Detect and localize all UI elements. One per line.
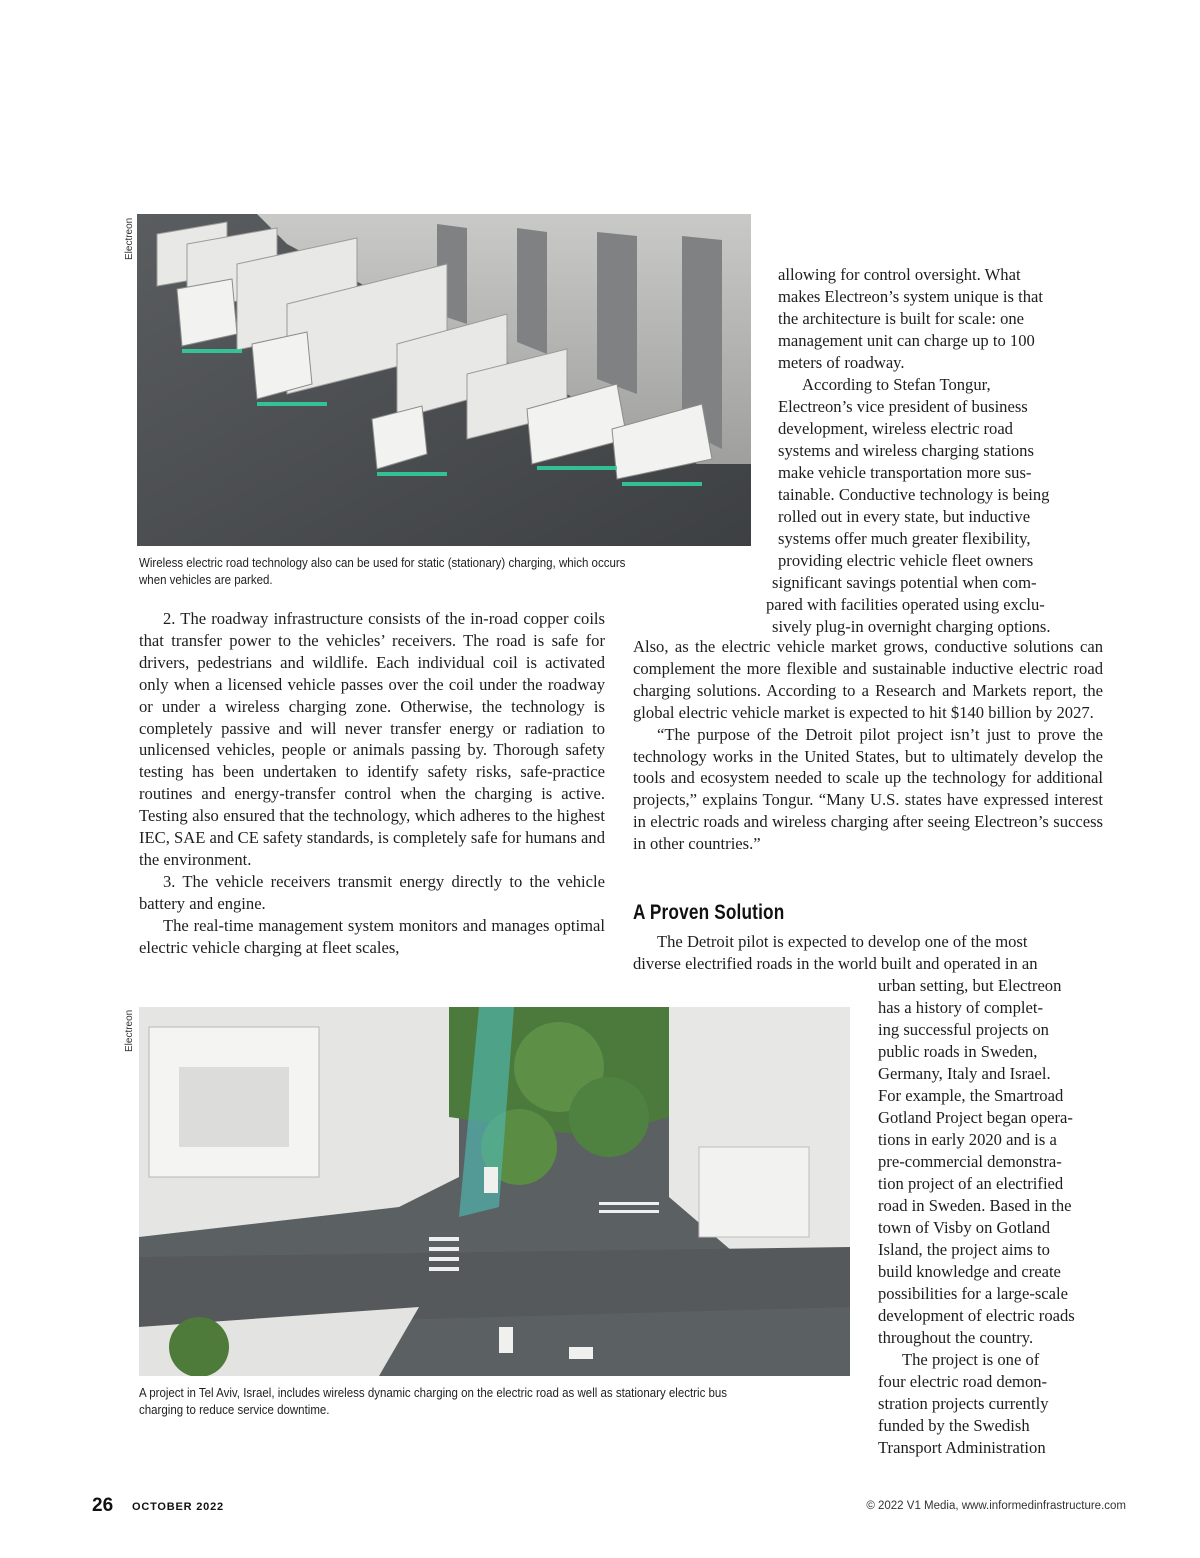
- text-line: urban setting, but Electreon: [878, 976, 1062, 995]
- text-line: make vehicle transportation more sus-: [778, 463, 1032, 482]
- text-line: ing successful projects on: [878, 1020, 1049, 1039]
- text-line: rolled out in every state, but inductive: [778, 507, 1031, 526]
- text-line: build knowledge and create: [878, 1262, 1061, 1281]
- text-line: sively plug-in overnight charging options.: [772, 617, 1051, 636]
- caption-line: when vehicles are parked.: [139, 573, 273, 587]
- text-line: tainable. Conductive technology is being: [778, 485, 1050, 504]
- text-line: Island, the project aims to: [878, 1240, 1050, 1259]
- text-line: development of electric roads: [878, 1306, 1075, 1325]
- text-line: The Detroit pilot is expected to develop one of the most: [657, 932, 1028, 951]
- text-line: Gotland Project began opera-: [878, 1108, 1073, 1127]
- aerial-road-illustration: [139, 1007, 850, 1376]
- section-heading: A Proven Solution: [633, 901, 785, 924]
- text-line: stration projects currently: [878, 1394, 1049, 1413]
- left-column: [139, 608, 605, 959]
- issue-date: OCTOBER 2022: [132, 1501, 224, 1513]
- photo-credit: Electreon: [124, 217, 135, 260]
- body-paragraph: Also, as the electric vehicle market grows, conductive solutions can complement the more flexible and sustainable inductive electric road charging solutions. According to a Research and Markets report, the global electric vehicle market is expected to hit $140 billion by 2027.: [633, 637, 1103, 722]
- page-number: 26: [92, 1495, 114, 1516]
- text-line: road in Sweden. Based in the: [878, 1196, 1072, 1215]
- text-line: allowing for control oversight. What: [778, 265, 1021, 284]
- text-line: development, wireless electric road: [778, 419, 1013, 438]
- aerial-road-photo: [139, 1007, 850, 1376]
- text-line: possibilities for a large-scale: [878, 1284, 1069, 1303]
- body-paragraph: 3. The vehicle receivers transmit energy directly to the vehicle battery and engine.: [139, 871, 605, 913]
- right-middle-column: [633, 636, 1103, 855]
- caption-line: charging to reduce service downtime.: [139, 1403, 330, 1417]
- text-line: systems offer much greater flexibility,: [778, 529, 1031, 548]
- trucks-photo: [137, 214, 751, 546]
- text-line: management unit can charge up to 100: [778, 331, 1035, 350]
- text-line: the architecture is built for scale: one: [778, 309, 1025, 328]
- body-paragraph: 2. The roadway infrastructure consists of the in-road copper coils that transfer power to the vehicles’ receivers. The road is safe for drivers, pedestrians and wildlife. Each individual coil is activated only when a licensed vehicle passes over the coil under the roadway or under a wireless charging zone. Otherwise, the technology is completely passive and will never transfer energy or radiation to unlicensed vehicles, people or animals passing by. Thorough safety testing has been undertaken to identify safety risks, safe-practice routines and energy-transfer control when the charging is active. Testing also ensured that the technology, which adheres to the highest IEC, SAE and CE safety standards, is completely safe for humans and the environment.: [139, 609, 605, 869]
- trucks-photo-illustration: [137, 214, 751, 546]
- photo2-caption: [139, 1385, 727, 1419]
- text-line: town of Visby on Gotland: [878, 1218, 1051, 1237]
- text-line: significant savings potential when com-: [772, 573, 1037, 592]
- text-line: makes Electreon’s system unique is that: [778, 287, 1043, 306]
- text-line: The project is one of: [902, 1350, 1040, 1369]
- text-line: pre-commercial demonstra-: [878, 1152, 1062, 1171]
- caption-line: Wireless electric road technology also can be used for static (stationary) charging, which occurs: [139, 556, 626, 570]
- text-line: systems and wireless charging stations: [778, 441, 1034, 460]
- section-intro: [633, 931, 1103, 975]
- text-line: four electric road demon-: [878, 1372, 1048, 1391]
- text-line: Germany, Italy and Israel.: [878, 1064, 1051, 1083]
- text-line: meters of roadway.: [778, 353, 905, 372]
- text-line: tion project of an electrified: [878, 1174, 1064, 1193]
- photo-credit: Electreon: [124, 1009, 135, 1052]
- text-line: For example, the Smartroad: [878, 1086, 1064, 1105]
- caption-line: A project in Tel Aviv, Israel, includes wireless dynamic charging on the electric road as well as stationary electric bus: [139, 1386, 728, 1400]
- text-line: public roads in Sweden,: [878, 1042, 1038, 1061]
- text-line: Electreon’s vice president of business: [778, 397, 1028, 416]
- text-line: pared with facilities operated using exclu-: [766, 595, 1045, 614]
- text-line: funded by the Swedish: [878, 1416, 1030, 1435]
- photo1-caption: [139, 555, 625, 589]
- copyright-notice: © 2022 V1 Media, www.informedinfrastructure.com: [866, 1500, 1126, 1512]
- text-line: throughout the country.: [878, 1328, 1034, 1347]
- text-line: According to Stefan Tongur,: [802, 375, 991, 394]
- text-line: diverse electrified roads in the world built and operated in an: [633, 953, 1038, 973]
- text-line: tions in early 2020 and is a: [878, 1130, 1057, 1149]
- text-line: providing electric vehicle fleet owners: [778, 551, 1034, 570]
- text-line: has a history of complet-: [878, 998, 1043, 1017]
- body-paragraph: “The purpose of the Detroit pilot project isn’t just to prove the technology works in the United States, but to ultimately develop the tools and ecosystem needed to scale up the technology for additional projects,” explains Tongur. “Many U.S. states have expressed interest in electric roads and wireless charging after seeing Electreon’s success in other countries.”: [633, 724, 1103, 854]
- text-line: Transport Administration: [878, 1438, 1046, 1457]
- body-paragraph: The real-time management system monitors and manages optimal electric vehicle charging at fleet scales,: [139, 915, 605, 957]
